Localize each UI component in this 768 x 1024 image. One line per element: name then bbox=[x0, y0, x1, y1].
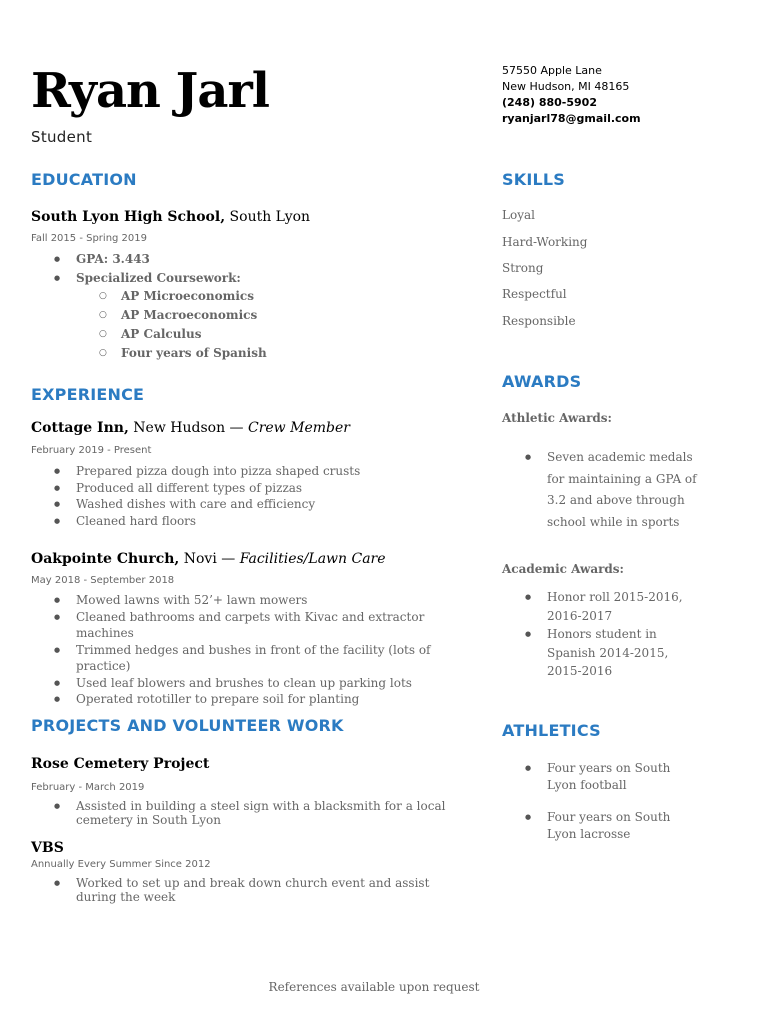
athletic-awards-list bbox=[502, 447, 697, 533]
job-bullets bbox=[31, 463, 471, 529]
resume-subtitle: Student bbox=[31, 128, 93, 146]
skill-item: Strong bbox=[502, 261, 544, 275]
list-item: ● Operated rototiller to prepare soil for planting bbox=[31, 691, 471, 708]
education-dates: Fall 2015 - Spring 2019 bbox=[31, 233, 148, 244]
project-title bbox=[31, 756, 209, 772]
project-title bbox=[31, 840, 64, 856]
job-org: Oakpointe Church, bbox=[31, 551, 180, 567]
academic-awards-label: Academic Awards: bbox=[502, 562, 624, 576]
job-dates: February 2019 - Present bbox=[31, 445, 152, 456]
skill-item: Loyal bbox=[502, 208, 535, 222]
coursework-item: ○ AP Microeconomics bbox=[31, 287, 471, 306]
list-item: ● Assisted in building a steel sign with a blacksmith for a local cemetery in South Lyon bbox=[31, 799, 471, 827]
education-heading: EDUCATION bbox=[31, 170, 137, 189]
project-dates: Annually Every Summer Since 2012 bbox=[31, 859, 211, 870]
references-note: References available upon request bbox=[268, 980, 480, 994]
job-place: Novi — bbox=[179, 551, 240, 567]
coursework-item: ○ AP Macroeconomics bbox=[31, 306, 471, 325]
list-item: ● Seven academic medals for maintaining a GPA of 3.2 and above through school while in sports bbox=[502, 447, 697, 533]
project-name: Rose Cemetery Project bbox=[31, 756, 210, 772]
list-item: ● Trimmed hedges and bushes in front of the facility (lots of practice) bbox=[31, 642, 471, 675]
list-item: ● Honors student in Spanish 2014-2015, 2015-2016 bbox=[502, 625, 697, 681]
school-line bbox=[31, 209, 310, 225]
job-org: Cottage Inn, bbox=[31, 420, 129, 436]
contact-block bbox=[502, 63, 641, 127]
school-location: South Lyon bbox=[225, 209, 311, 225]
skill-item: Hard-Working bbox=[502, 235, 588, 249]
list-item: ● Cleaned hard floors bbox=[31, 513, 471, 530]
education-list bbox=[31, 250, 471, 362]
project-bullets bbox=[31, 876, 471, 904]
job-place: New Hudson — bbox=[128, 420, 248, 436]
list-item: ● Four years on South Lyon football bbox=[502, 760, 697, 793]
address-line-2: New Hudson, MI 48165 bbox=[502, 80, 630, 93]
list-item: ● Prepared pizza dough into pizza shaped crusts bbox=[31, 463, 471, 480]
project-bullets bbox=[31, 799, 471, 827]
list-item: ● Mowed lawns with 52’+ lawn mowers bbox=[31, 592, 471, 609]
project-name: VBS bbox=[31, 840, 64, 856]
list-item: ● Four years on South Lyon lacrosse bbox=[502, 809, 697, 842]
job-title-line bbox=[31, 420, 350, 436]
school-name: South Lyon High School, bbox=[31, 209, 226, 225]
list-item: ● Specialized Coursework: bbox=[31, 269, 471, 288]
job-bullets bbox=[31, 592, 471, 708]
job-dates: May 2018 - September 2018 bbox=[31, 575, 175, 586]
address-line-1: 57550 Apple Lane bbox=[502, 64, 602, 77]
job-role: Facilities/Lawn Care bbox=[239, 551, 386, 567]
coursework-item: ○ AP Calculus bbox=[31, 325, 471, 344]
skills-heading: SKILLS bbox=[502, 170, 565, 189]
athletics-list bbox=[502, 760, 697, 842]
job-role: Crew Member bbox=[247, 420, 350, 436]
athletic-awards-label: Athletic Awards: bbox=[502, 411, 612, 425]
email-address: ryanjarl78@gmail.com bbox=[502, 112, 641, 125]
athletics-heading: ATHLETICS bbox=[502, 721, 601, 740]
list-item: ● Honor roll 2015-2016, 2016-2017 bbox=[502, 588, 697, 625]
list-item: ● Washed dishes with care and efficiency bbox=[31, 496, 471, 513]
list-item: ● Used leaf blowers and brushes to clean up parking lots bbox=[31, 675, 471, 692]
awards-heading: AWARDS bbox=[502, 372, 582, 391]
list-item: ● Produced all different types of pizzas bbox=[31, 480, 471, 497]
job-title-line bbox=[31, 551, 386, 567]
academic-awards-list bbox=[502, 588, 697, 681]
list-item: ● Worked to set up and break down church event and assist during the week bbox=[31, 876, 471, 904]
resume-name: Ryan Jarl bbox=[31, 63, 269, 119]
projects-heading: PROJECTS AND VOLUNTEER WORK bbox=[31, 716, 344, 735]
project-dates: February - March 2019 bbox=[31, 782, 145, 793]
skill-item: Respectful bbox=[502, 287, 567, 301]
experience-heading: EXPERIENCE bbox=[31, 385, 145, 404]
skill-item: Responsible bbox=[502, 314, 576, 328]
list-item: ● GPA: 3.443 bbox=[31, 250, 471, 269]
list-item: ● Cleaned bathrooms and carpets with Kivac and extractor machines bbox=[31, 609, 471, 642]
coursework-item: ○ Four years of Spanish bbox=[31, 344, 471, 363]
phone-number: (248) 880-5902 bbox=[502, 96, 597, 109]
